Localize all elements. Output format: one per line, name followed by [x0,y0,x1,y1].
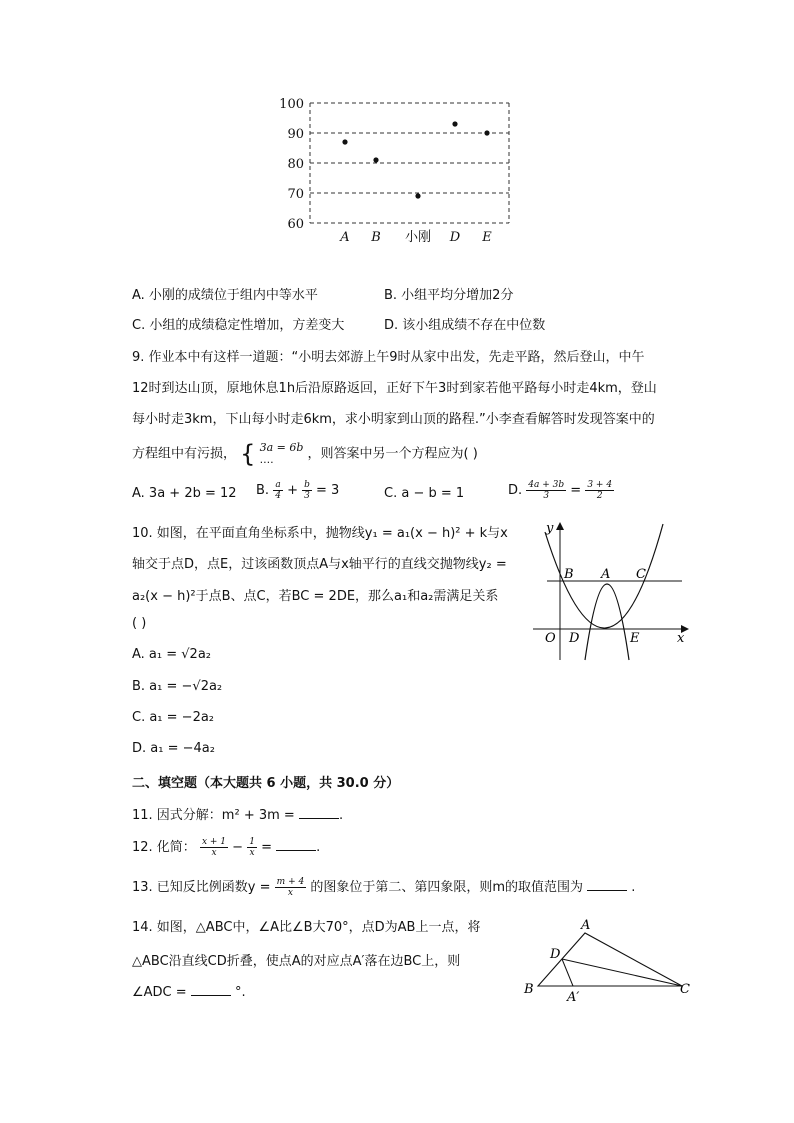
y-tick-label: 80 [287,157,304,172]
q12: 12. 化简： $\frac{x + 1}{x}$ − $\frac{1}{x}$ = . [132,837,321,858]
q11: 11. 因式分解：m² + 3m = . [132,808,344,823]
q10-option-b: B. a₁ = −√2a₂ [132,679,223,694]
fold-line-cd [562,959,682,986]
q9-line-1: 9. 作业本中有这样一道题：“小明去郊游上午9时从家中出发，先走平路，然后登山，中午 [132,350,645,365]
q9-brace-top: 3a = 6b [259,441,304,454]
equation-brace: { [240,440,256,468]
q9-option-b-label: B. [256,483,270,498]
section-2-heading: 二、填空题（本大题共 6 小题，共 30.0 分） [132,776,400,791]
q14-line-1: 14. 如图，△ABC中，∠A比∠B大70°，点D为AB上一点，将 [132,920,481,935]
q9-option-d-frac-1: $\frac{4a + 3b}{3}$ [528,480,565,501]
q14-line-2: △ABC沿直线CD折叠，使点A的对应点A′落在边BC上，则 [132,954,461,969]
label-o: O [545,631,556,646]
label-c: C [680,982,690,997]
q9-line-2: 12时到达山顶，原地休息1h后沿原路返回，正好下午3时到家若他平路每小时走4km，登山 [132,381,657,396]
q11-text: 11. 因式分解：m² + 3m = [132,808,295,823]
label-e: E [630,631,640,646]
data-point [415,193,420,198]
q12-frac-2: $\frac{1}{x}$ [249,837,255,858]
triangle-figure [520,915,700,1005]
q10-line-4: ( ) [132,616,147,631]
score-scatter-chart [270,90,530,250]
label-a-prime: A′ [567,990,580,1005]
data-point [373,157,378,162]
q9-option-c: C. a − b = 1 [384,486,465,501]
label-b: B [564,567,574,582]
q9-line-4 [132,442,478,466]
q10-line-2: 轴交于点D，点E，过该函数顶点A与x轴平行的直线交抛物线y₂ = [132,557,507,572]
x-tick-label: B [371,230,381,245]
q13: 13. 已知反比例函数y = $\frac{m + 4}{x}$ 的图象位于第二、第四象限，则m的取值范围为 . [132,877,636,898]
segment-da2 [562,959,573,986]
y-tick-label: 70 [287,187,304,202]
q10-option-d: D. a₁ = −4a₂ [132,741,215,756]
data-point [342,139,347,144]
q13-text: 13. 已知反比例函数y = [132,880,271,895]
y-tick-label: 90 [287,127,304,142]
q8-option-a: A. 小刚的成绩位于组内中等水平 [132,288,318,303]
q8-option-b: B. 小组平均分增加2分 [384,288,514,303]
label-y: y [546,521,554,536]
q12-frac-1: $\frac{x + 1}{x}$ [201,837,227,858]
q9-option-b-frac-1: $\frac{a}{4}$ [275,480,281,501]
data-point [452,121,457,126]
label-c: C [636,567,646,582]
q14-line-3: ∠ADC = °. [132,985,246,1000]
q8-option-d: D. 该小组成绩不存在中位数 [384,318,546,333]
q12-text: 12. 化简： [132,840,196,855]
label-a: A [581,918,591,933]
q9-line-4-pre: 方程组中有污损， [132,446,237,462]
q9-option-d: D. $\frac{4a + 3b}{3}$ = $\frac{3 + 4}{2}$ [508,480,613,501]
x-tick-label: 小刚 [404,230,432,245]
label-a: A [601,567,611,582]
y-tick-label: 100 [279,97,304,112]
x-tick-label: E [482,230,492,245]
q9-option-b-frac-2: $\frac{b}{3}$ [304,480,310,501]
label-d: D [569,631,580,646]
x-tick-label: A [340,230,350,245]
answer-blank [587,878,627,891]
parabola-y1 [585,584,629,660]
y-tick-label: 60 [287,217,304,232]
q10-option-a: A. a₁ = √2a₂ [132,647,211,662]
label-x: x [677,631,685,646]
q9-line-3: 每小时走3km，下山每小时走6km，求小明家到山顶的路程.”小李查看解答时发现答案中的 [132,412,655,427]
answer-blank [191,983,231,996]
label-b: B [524,982,534,997]
q9-option-d-frac-2: $\frac{3 + 4}{2}$ [587,480,613,501]
data-point [484,130,489,135]
answer-blank [276,838,316,851]
q8-option-c: C. 小组的成绩稳定性增加，方差变大 [132,318,345,333]
answer-blank [299,806,339,819]
label-d: D [550,947,561,962]
parabola-figure [525,518,695,663]
q13-frac: $\frac{m + 4}{x}$ [276,877,305,898]
q14-text: ∠ADC = [132,985,187,1000]
q9-brace-bottom: .... [259,453,274,466]
q9-option-b: B. $\frac{a}{4}$ + $\frac{b}{3}$ = 3 [256,480,340,501]
q9-option-d-label: D. [508,483,523,498]
x-tick-label: D [449,230,461,245]
q9-line-4-post: ，则答案中另一个方程应为( ) [307,446,478,462]
q10-option-c: C. a₁ = −2a₂ [132,710,215,725]
q10-line-3: a₂(x − h)²于点B、点C，若BC = 2DE，那么a₁和a₂需满足关系 [132,589,499,604]
q9-option-a: A. 3a + 2b = 12 [132,486,237,501]
q10-line-1: 10. 如图，在平面直角坐标系中，抛物线y₁ = a₁(x − h)² + k与x [132,526,508,541]
